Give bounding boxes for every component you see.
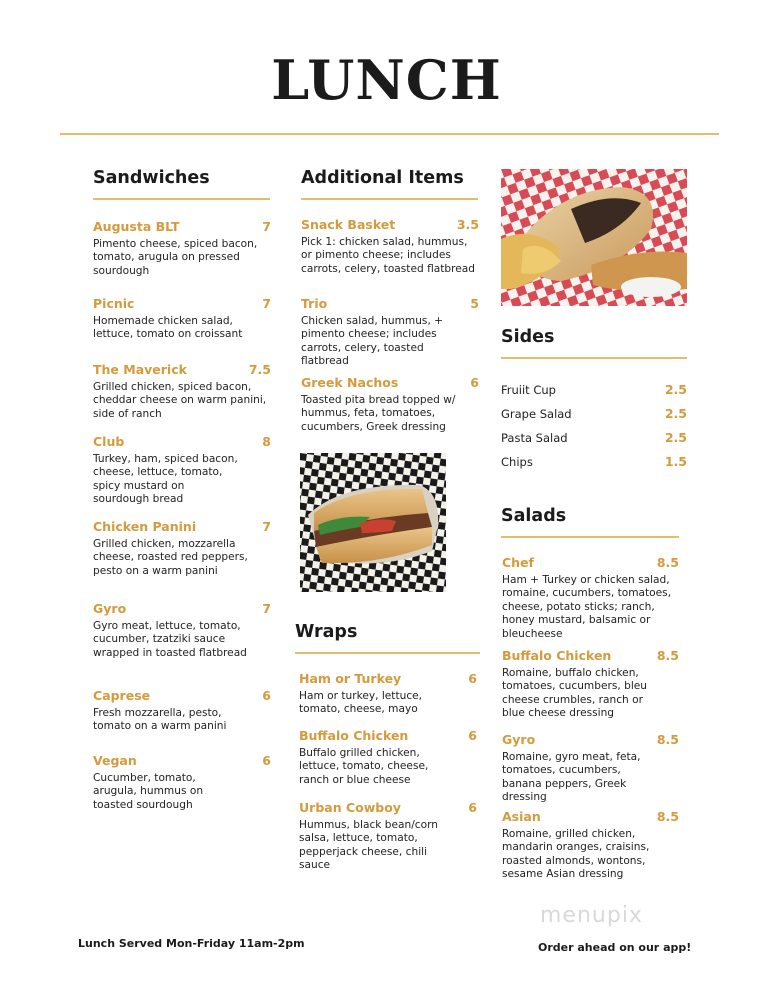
sides-heading: Sides (501, 327, 555, 347)
menu-item-gyro (93, 601, 271, 660)
item-name: Gyro (93, 601, 127, 616)
menu-title: LUNCH (271, 48, 502, 112)
item-name: Club (93, 434, 125, 449)
item-price: 7 (262, 519, 271, 534)
item-name: Ham or Turkey (299, 671, 402, 686)
menu-item-club (93, 434, 271, 507)
item-name: Greek Nachos (301, 375, 399, 390)
item-description: Homemade chicken salad, lettuce, tomato on croissant (93, 315, 243, 341)
item-price: 6 (262, 753, 271, 768)
item-description: Buffalo grilled chicken, lettuce, tomato, cheese, ranch or blue cheese (299, 747, 429, 786)
menu-item-chicken-panini (93, 519, 271, 578)
menu-item-gyro-salad (502, 732, 679, 805)
menu-item-augusta-blt (93, 219, 271, 278)
item-description: Gyro meat, lettuce, tomato, cucumber, tzatziki sauce wrapped in toasted flatbread (93, 620, 247, 659)
side-price: 2.5 (664, 406, 687, 421)
menu-item-ham-or-turkey (299, 671, 477, 717)
item-description: Grilled chicken, spiced bacon, cheddar cheese on warm panini, side of ranch (93, 381, 267, 420)
item-description: Fresh mozzarella, pesto, tomato on a warm panini (93, 707, 227, 733)
item-name: Gyro (502, 732, 536, 747)
item-price: 7 (262, 296, 271, 311)
menu-item-buffalo-chicken-salad (502, 648, 679, 721)
item-description: Hummus, black bean/corn salsa, lettuce, tomato, pepperjack cheese, chili sauce (299, 819, 438, 872)
item-name: The Maverick (93, 362, 187, 377)
item-name: Vegan (93, 753, 137, 768)
item-name: Augusta BLT (93, 219, 180, 234)
panini-photo (300, 453, 446, 592)
side-name: Chips (501, 455, 533, 469)
sandwiches-heading: Sandwiches (93, 168, 210, 188)
item-price: 6 (470, 375, 479, 390)
item-description: Grilled chicken, mozzarella cheese, roasted red peppers, pesto on a warm panini (93, 538, 248, 577)
item-description: Romaine, grilled chicken, mandarin oranges, craisins, roasted almonds, wontons, sesame Asian dressing (502, 828, 650, 881)
menu-item-buffalo-chicken-wrap (299, 728, 477, 787)
item-price: 8 (262, 434, 271, 449)
item-price: 6 (468, 800, 477, 815)
item-name: Urban Cowboy (299, 800, 401, 815)
menu-item-greek-nachos (301, 375, 479, 434)
item-price: 6 (468, 728, 477, 743)
side-item-chips (501, 454, 687, 469)
item-description: Pimento cheese, spiced bacon, tomato, arugula on pressed sourdough (93, 238, 258, 277)
side-price: 2.5 (664, 382, 687, 397)
item-price: 7.5 (248, 362, 271, 377)
title-divider (60, 133, 719, 135)
item-name: Snack Basket (301, 217, 396, 232)
additional-items-heading: Additional Items (301, 168, 464, 188)
item-name: Caprese (93, 688, 151, 703)
item-name: Chef (502, 555, 534, 570)
item-description: Turkey, ham, spiced bacon, cheese, lettuce, tomato, spicy mustard on sourdough bread (93, 453, 238, 506)
additional-items-divider (301, 198, 478, 200)
item-name: Picnic (93, 296, 135, 311)
item-description: Toasted pita bread topped w/ hummus, feta, tomatoes, cucumbers, Greek dressing (301, 394, 456, 433)
item-price: 8.5 (656, 809, 679, 824)
wraps-heading: Wraps (295, 622, 358, 642)
menu-item-picnic (93, 296, 271, 342)
item-name: Buffalo Chicken (299, 728, 409, 743)
salads-heading: Salads (501, 506, 567, 526)
side-item-fruit-cup (501, 382, 687, 397)
item-description: Romaine, buffalo chicken, tomatoes, cucumbers, bleu cheese crumbles, ranch or blue cheese dressing (502, 667, 648, 720)
item-price: 8.5 (656, 555, 679, 570)
side-price: 1.5 (664, 454, 687, 469)
menu-item-vegan (93, 753, 271, 812)
wraps-divider (295, 652, 480, 654)
item-price: 7 (262, 601, 271, 616)
side-name: Grape Salad (501, 407, 572, 421)
sides-divider (501, 357, 687, 359)
side-name: Fruiit Cup (501, 383, 556, 397)
menupix-watermark: menupix (540, 903, 643, 928)
salads-divider (501, 536, 679, 538)
side-item-grape-salad (501, 406, 687, 421)
side-item-pasta-salad (501, 430, 687, 445)
item-price: 8.5 (656, 732, 679, 747)
menu-item-asian-salad (502, 809, 679, 882)
menu-item-caprese (93, 688, 271, 734)
menu-item-chef-salad (502, 555, 679, 641)
menu-item-the-maverick (93, 362, 271, 421)
item-name: Trio (301, 296, 328, 311)
item-description: Ham + Turkey or chicken salad, romaine, cucumbers, tomatoes, cheese, potato sticks; ranch, honey mustard, balsamic or bleucheese (502, 574, 672, 640)
item-description: Chicken salad, hummus, + pimento cheese; includes carrots, celery, toasted flatbread (301, 315, 444, 368)
item-price: 6 (262, 688, 271, 703)
item-description: Cucumber, tomato, arugula, hummus on toasted sourdough (93, 772, 204, 811)
menu-item-trio (301, 296, 479, 369)
item-description: Ham or turkey, lettuce, tomato, cheese, mayo (299, 690, 423, 716)
side-price: 2.5 (664, 430, 687, 445)
item-description: Pick 1: chicken salad, hummus, or pimento cheese; includes carrots, celery, toasted flatbread (301, 236, 475, 275)
item-price: 7 (262, 219, 271, 234)
wrap-and-chips-photo (501, 169, 687, 306)
item-price: 3.5 (456, 217, 479, 232)
item-name: Asian (502, 809, 541, 824)
item-price: 8.5 (656, 648, 679, 663)
item-price: 6 (468, 671, 477, 686)
lunch-hours-note: Lunch Served Mon-Friday 11am-2pm (78, 937, 305, 950)
item-name: Chicken Panini (93, 519, 197, 534)
sandwiches-divider (93, 198, 270, 200)
item-description: Romaine, gyro meat, feta, tomatoes, cucumbers, banana peppers, Greek dressing (502, 751, 641, 804)
menu-item-snack-basket (301, 217, 479, 276)
item-name: Buffalo Chicken (502, 648, 612, 663)
side-name: Pasta Salad (501, 431, 568, 445)
menu-item-urban-cowboy (299, 800, 477, 873)
order-ahead-note: Order ahead on our app! (538, 941, 692, 954)
item-price: 5 (470, 296, 479, 311)
